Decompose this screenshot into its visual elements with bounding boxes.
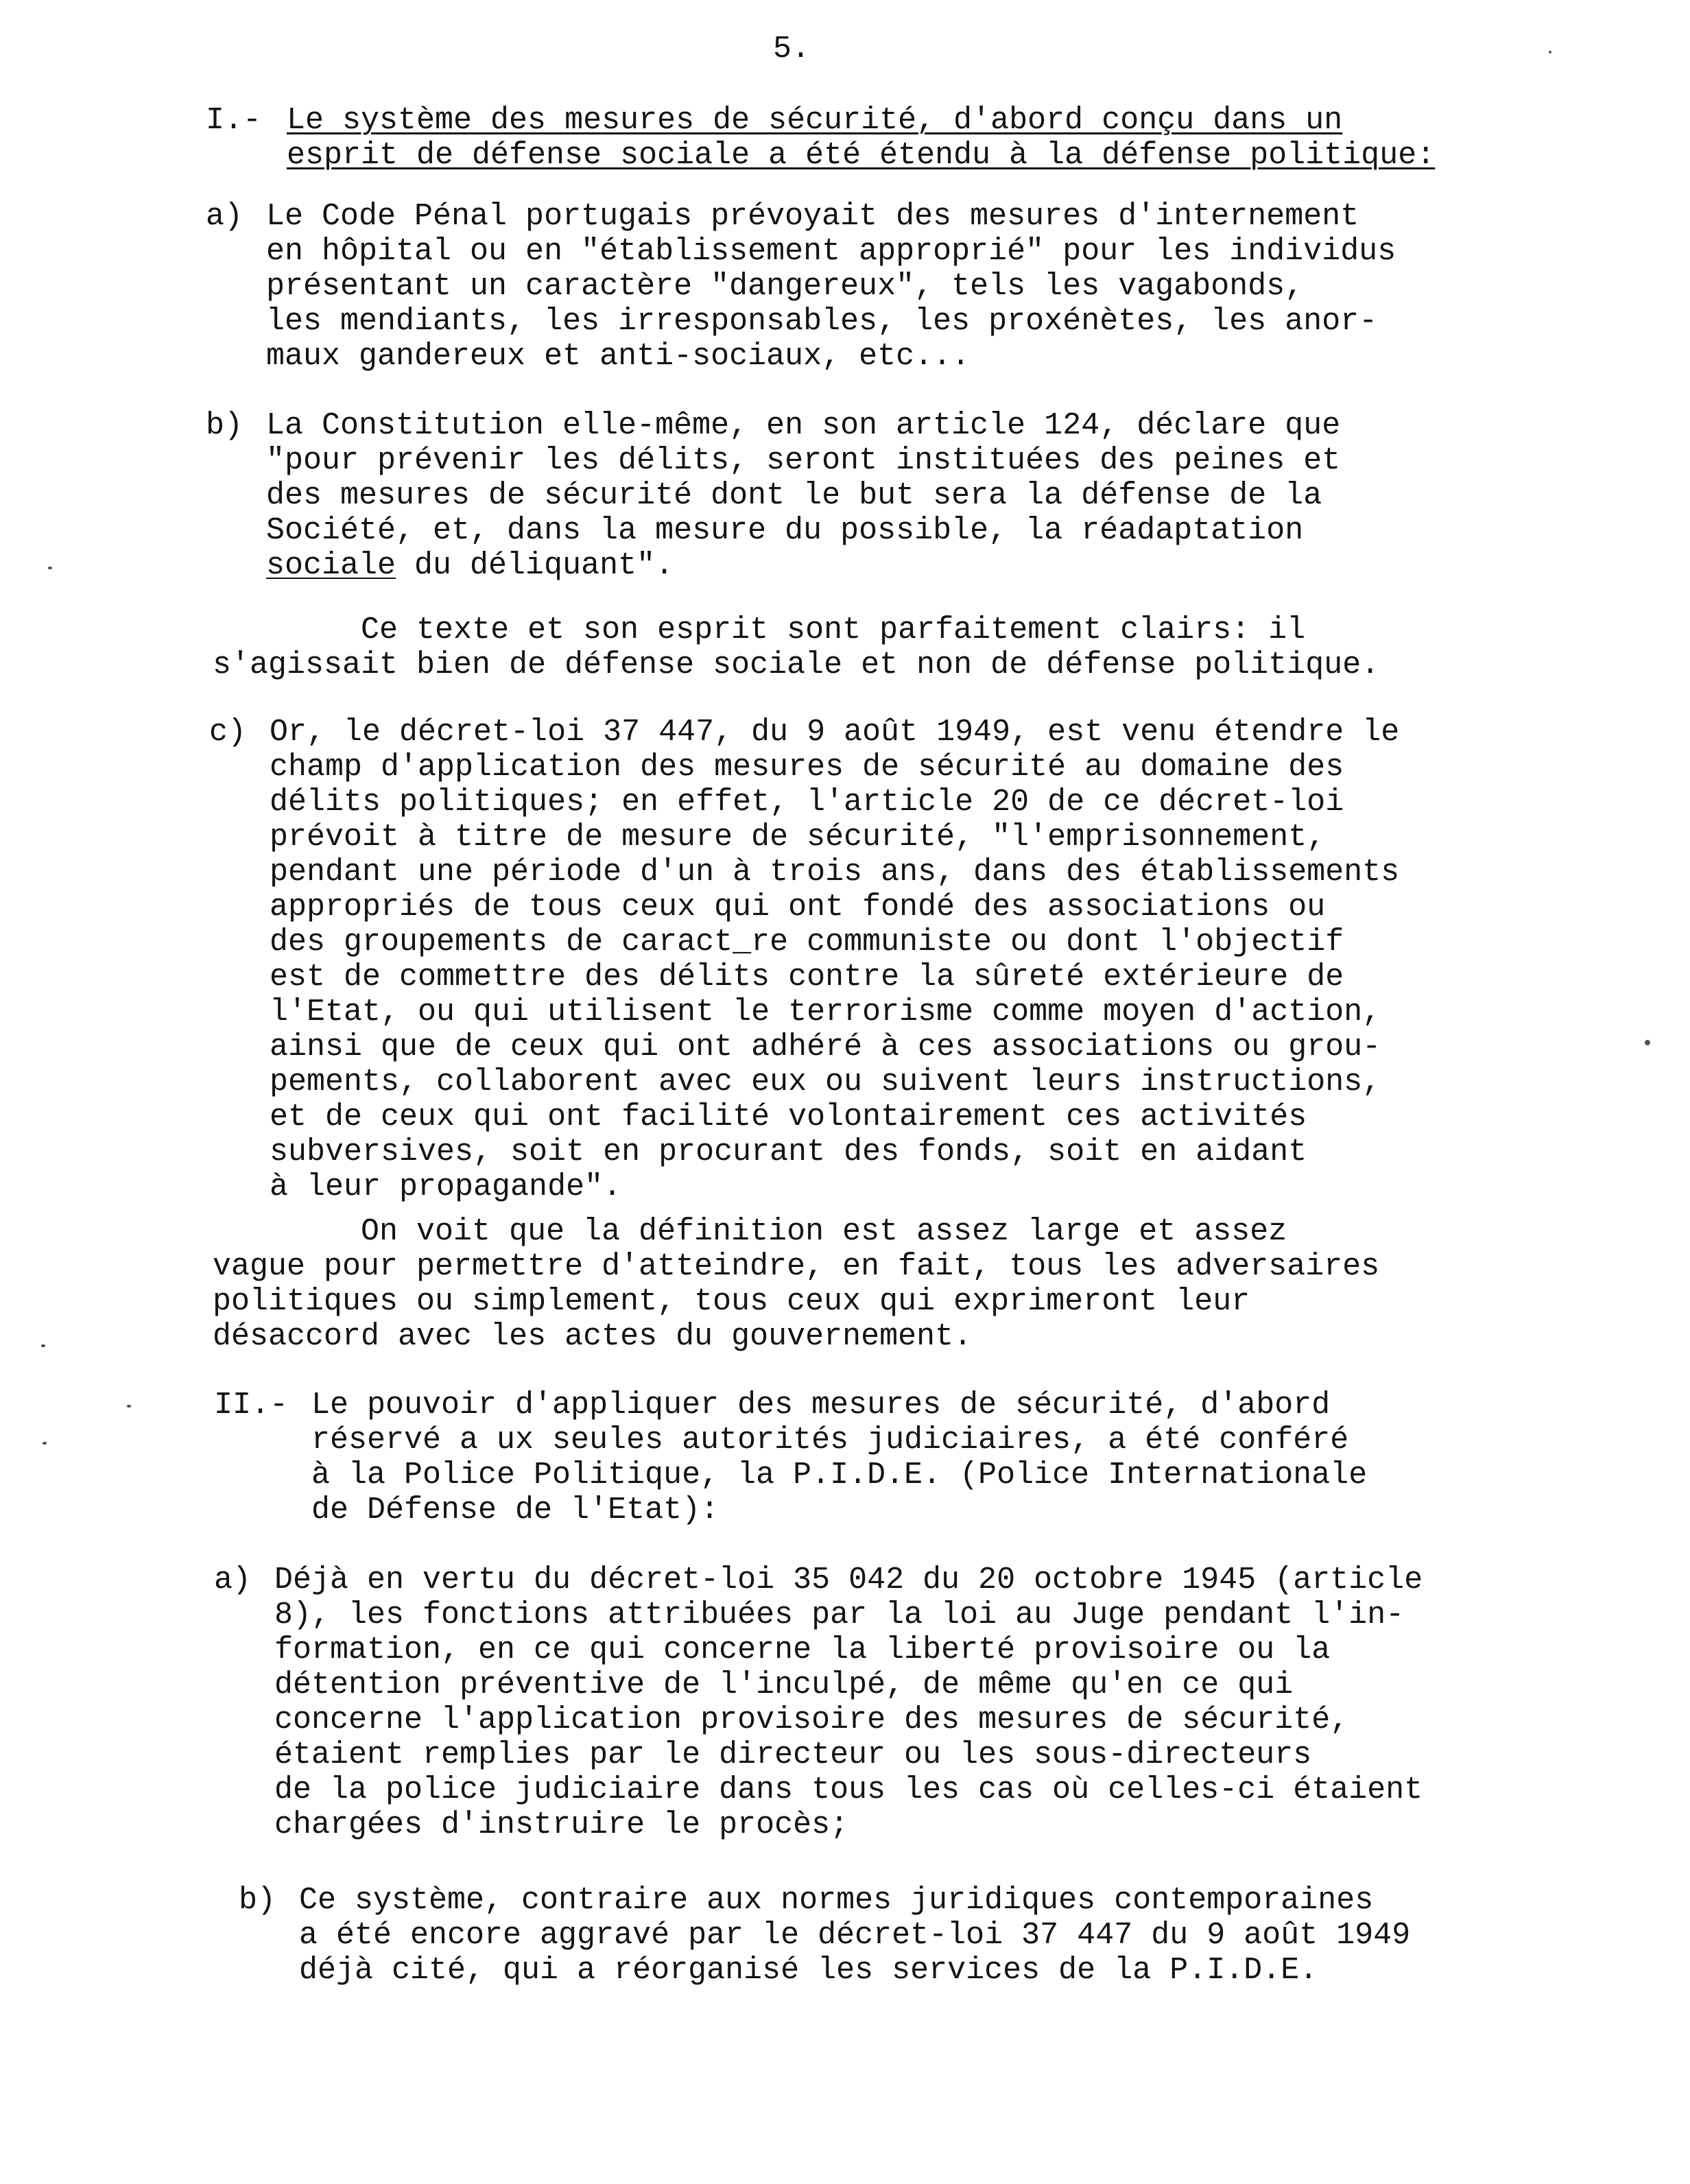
item-line: chargées d'instruire le procès; [274,1807,849,1842]
item-line: étaient remplies par le directeur ou les sous-directeurs [274,1737,1312,1772]
item-line: les mendiants, les irresponsables, les proxénètes, les anor- [266,304,1378,339]
item-label: b) [239,1883,276,1918]
paragraph-line: désaccord avec les actes du gouvernement. [213,1319,973,1354]
paragraph-line: vague pour permettre d'atteindre, en fait, tous les adversaires [213,1249,1380,1284]
item-line: Or, le décret-loi 37 447, du 9 août 1949, est venu étendre le [270,715,1400,750]
section-1-title-line: esprit de défense sociale a été étendu à la défense politique: [287,138,1436,173]
item-line: des groupements de caract_re communiste ou dont l'objectif [270,925,1344,960]
item-line: subversives, soit en procurant des fonds, soit en aidant [270,1135,1307,1170]
section-2-title-line: Le pouvoir d'appliquer des mesures de sécurité, d'abord [311,1388,1331,1423]
section-1-label: I.- [206,103,262,138]
item-line: à leur propagande". [270,1170,622,1204]
item-line: pendant une période d'un à trois ans, dans des établissements [270,855,1400,890]
item-line: pements, collaborent avec eux ou suivent leurs instructions, [270,1065,1381,1100]
item-line: de la police judiciaire dans tous les cas où celles-ci étaient [274,1772,1423,1807]
paragraph-line: politiques ou simplement, tous ceux qui exprimeront leur [213,1284,1250,1319]
section-1-paragraph-1 [213,613,1379,682]
section-1-heading [206,103,1578,178]
scan-speck [1549,51,1551,54]
item-line: "pour prévenir les délits, seront instituées des peines et [266,443,1341,478]
section-2-item-a [214,1563,1586,1851]
item-line: concerne l'application provisoire des mesures de sécurité, [274,1702,1349,1737]
paragraph-line: s'agissait bien de défense sociale et non de défense politique. [213,648,1380,682]
item-label: b) [206,408,243,443]
page-number: 5. [773,32,811,67]
item-label: a) [206,199,243,234]
item-line: appropriés de tous ceux qui ont fondé des associations ou [270,890,1326,925]
underlined-word: sociale [266,548,396,583]
item-line: 8), les fonctions attribuées par la loi au Juge pendant l'in- [274,1598,1405,1633]
section-1-paragraph-2 [213,1214,1379,1354]
section-2-heading [214,1388,1586,1532]
paragraph-line: Ce texte et son esprit sont parfaitement clairs: il [213,613,1306,648]
item-line: Société, et, dans la mesure du possible, la réadaptation [266,513,1304,548]
item-label: a) [214,1563,252,1598]
paragraph-line: On voit que la définition est assez large et assez [213,1214,1287,1249]
item-label: c) [209,715,247,750]
section-2-item-b [239,1883,1610,1999]
item-line: formation, en ce qui concerne la liberté provisoire ou la [274,1633,1331,1667]
item-line: Le Code Pénal portugais prévoyait des mesures d'internement [266,199,1359,234]
section-1-item-b [206,408,1578,586]
scan-speck [43,1442,47,1445]
item-line: champ d'application des mesures de sécurité au domaine des [270,750,1344,785]
item-line-last [266,548,1340,583]
item-line: maux gandereux et anti-sociaux, etc... [266,339,971,374]
scan-speck [1645,1040,1650,1045]
scan-speck [41,1344,45,1347]
item-line: et de ceux qui ont facilité volontairement ces activités [270,1100,1307,1135]
scan-speck [127,1405,131,1408]
item-line: détention préventive de l'inculpé, de même qu'en ce qui [274,1667,1294,1702]
item-line: l'Etat, ou qui utilisent le terrorisme comme moyen d'action, [270,995,1381,1030]
section-1-item-a [206,199,1578,377]
item-line: des mesures de sécurité dont le but sera la défense de la [266,478,1322,513]
item-line: déjà cité, qui a réorganisé les services de la P.I.D.E. [299,1953,1318,1988]
item-line: prévoit à titre de mesure de sécurité, "l'emprisonnement, [270,820,1326,855]
item-line: a été encore aggravé par le décret-loi 37 447 du 9 août 1949 [299,1918,1411,1953]
section-1-item-c [209,715,1581,1209]
section-2-title-line: de Défense de l'Etat): [311,1493,719,1528]
section-2-label: II.- [214,1388,289,1423]
item-line: Déjà en vertu du décret-loi 35 042 du 20 octobre 1945 (article [274,1563,1423,1598]
item-line: est de commettre des délits contre la sûreté extérieure de [270,960,1344,995]
item-line: délits politiques; en effet, l'article 20 de ce décret-loi [270,785,1344,820]
section-1-title-line: Le système des mesures de sécurité, d'abord conçu dans un [287,103,1343,138]
item-line: La Constitution elle-même, en son article 124, déclare que [266,408,1341,443]
item-line: Ce système, contraire aux normes juridiques contemporaines [299,1883,1374,1918]
item-line: ainsi que de ceux qui ont adhéré à ces associations ou grou- [270,1030,1381,1065]
section-2-title-line: réservé a ux seules autorités judiciaires, a été conféré [311,1423,1349,1458]
scan-speck [48,567,52,569]
section-2-title-line: à la Police Politique, la P.I.D.E. (Police Internationale [311,1458,1368,1493]
item-line: présentant un caractère "dangereux", tels les vagabonds, [266,269,1304,304]
item-line: en hôpital ou en "établissement approprié" pour les individus [266,234,1396,269]
item-line-rest: du déliquant". [396,548,674,583]
